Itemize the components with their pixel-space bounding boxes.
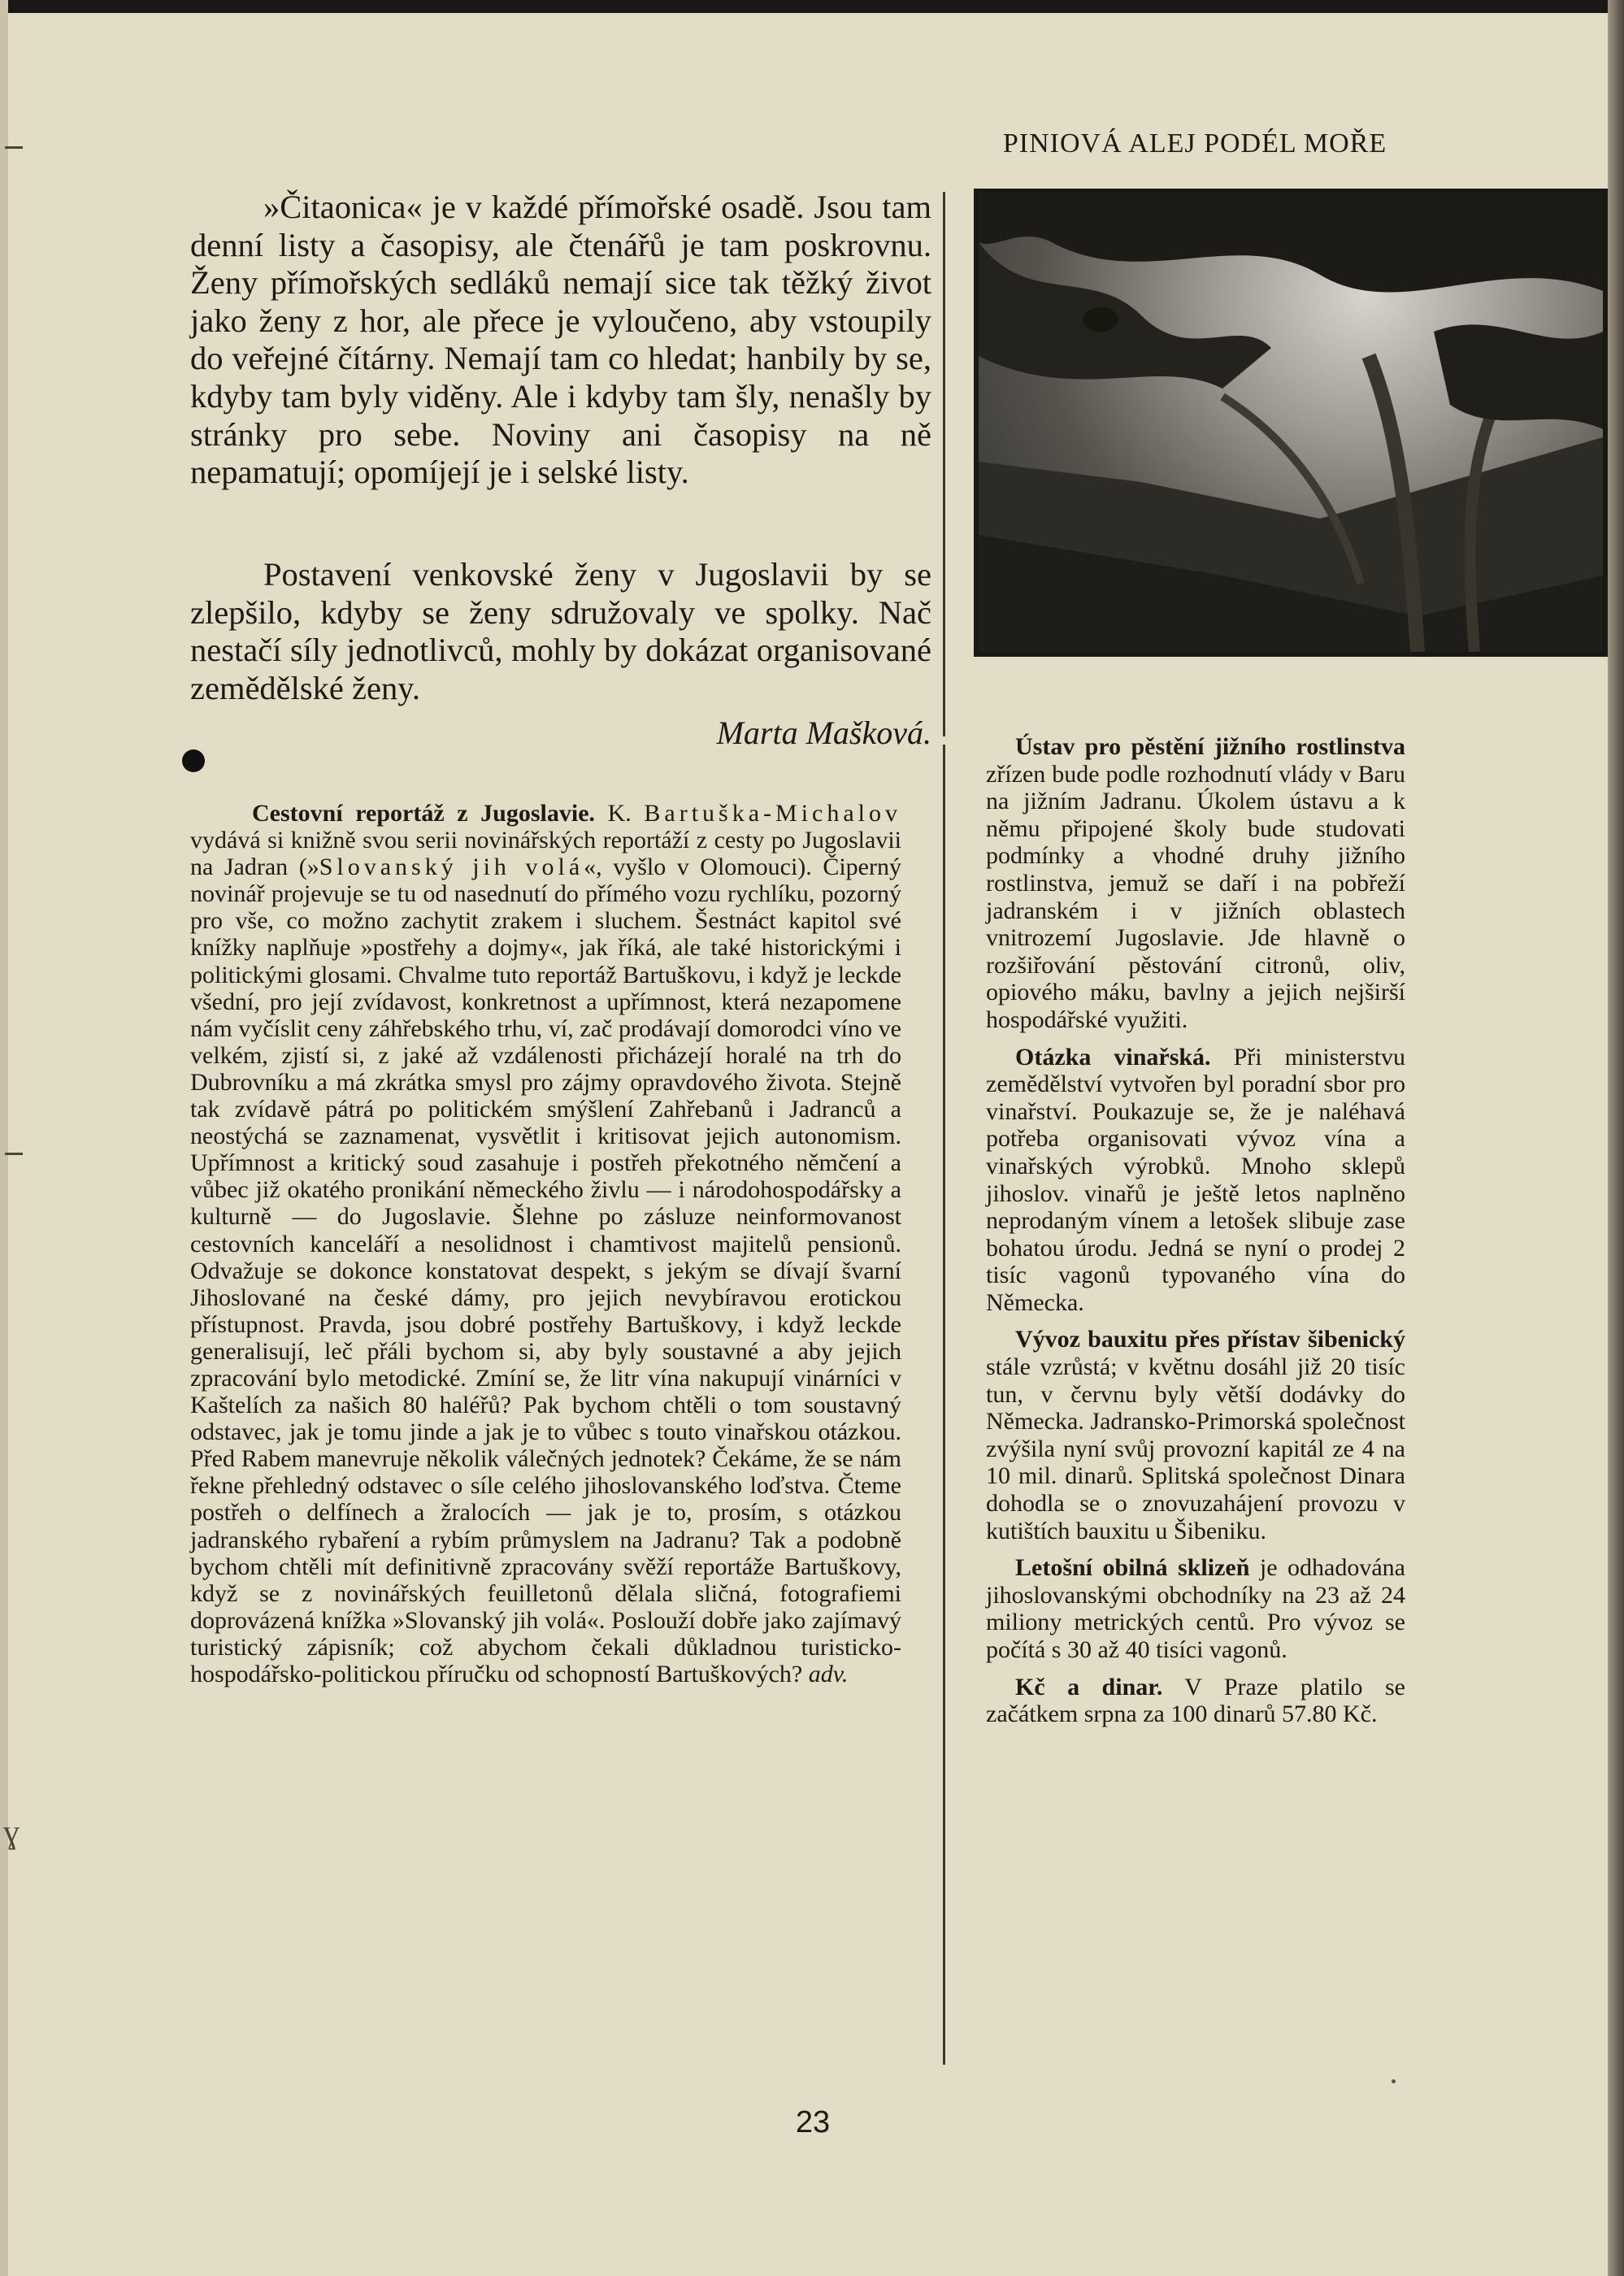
review-book-title: Slovanský jih volá: [319, 854, 584, 881]
column-divider: [943, 745, 945, 2065]
scan-left-edge: [0, 0, 8, 2276]
article-paragraph: Postavení venkovské ženy v Jugoslavii by se zlepšilo, kdyby se ženy sdružovaly ve spolky. Nač nestačí síly jednotlivců, mohly by dokázat organisované zemědělské ženy.: [190, 556, 931, 706]
margin-glyph: ɣ: [3, 1813, 20, 1850]
news-item: [986, 1044, 1405, 1317]
pine-cone: [1083, 307, 1118, 332]
news-item: [986, 1674, 1405, 1728]
pine-canopy: [979, 193, 1603, 293]
pine-alley-photo: [974, 189, 1608, 657]
scan-top-border: [0, 0, 1624, 13]
news-item-text: je odhadována jihoslovanskými obchodníky na 23 až 24 miliony metrických centů. Pro vývoz se počítá s 30 až 40 tisíci vagonů.: [986, 1554, 1405, 1663]
pine-trees-image: [979, 193, 1603, 652]
news-item-lead: Otázka vinařská.: [1015, 1043, 1211, 1071]
article-paragraph: »Čitaonica« je v každé přímořské osadě. Jsou tam denní listy a časopisy, ale čtenářů je tam poskrovnu. Ženy přímořských sedláků nemají sice tak těžký život jako ženy z hor, ale přece je vyloučeno, aby vstoupily do veřejné čítárny. Nemají tam co hledat; hanbily by se, kdyby tam byly viděny. Ale i kdyby tam šly, nenašly by stránky pro sebe. Noviny ani časopisy na ně nepamatují; opomíjejí je i selské listy.: [190, 189, 931, 491]
pine-canopy: [979, 242, 1271, 389]
news-item-text: Při ministerstvu zemědělství vytvořen byl poradní sbor pro vinařství. Poukazuje se, že je naléhavá potřeba organisovati vývoz vína a vinařských výrobků. Mnoho sklepů jihoslov. vinařů je ještě letos naplněno neprodaným vínem a letošek slibuje zase bohatou úrodu. Jedná se nyní o prodej 2 tisíc vagonů typovaného vína do Německa.: [986, 1043, 1405, 1316]
news-item: [986, 1326, 1405, 1544]
margin-tick: [5, 146, 23, 149]
news-item-text: zřízen bude podle rozhodnutí vlády v Baru na jižním Jadranu. Úkolem ústavu a k němu připojené školy bude studovati podmínky a vhodné druhy jižního rostlinstva, jemuž se daří i na pobřeží jadranském i v jižních oblastech vnitrozemí Jugoslavie. Jde hlavně o rozšiřování pěstování citronů, oliv, opiového máku, bavlny a jejich nejširší hospodářské využiti.: [986, 760, 1405, 1033]
news-item: [986, 733, 1405, 1034]
review-author-name: Bartuška-Michalov: [644, 800, 902, 827]
review-author-prefix: K.: [607, 800, 632, 827]
news-item-text: V Praze platilo se začátkem srpna za 100 dinarů 57.80 Kč.: [986, 1673, 1405, 1728]
running-head: PINIOVÁ ALEJ PODÉL MOŘE: [1002, 128, 1387, 159]
article-author: Marta Mašková.: [716, 715, 931, 751]
margin-tick: [5, 1153, 23, 1155]
news-item: [986, 1554, 1405, 1663]
news-column: [986, 733, 1405, 1738]
page-number: 23: [795, 2105, 831, 2139]
review-text: «, vyšlo v Olomouci). Čiperný novinář projevuje se tu od nasednutí do přímého vozu rychlíku, pozorný pro vše, co možno zachytit zrakem i sluchem. Šestnáct kapitol své knížky naplňuje »postřehy a dojmy«, jak říká, ale také historickými i politickými glosami. Chvalme tuto reportáž Bartuškovu, i když je leckde všední, pro její zvídavost, konkretnost a upřímnost, která nezapomene nám vyčíslit ceny záhřebského trhu, ví, zač prodávají domorodci víno ve velkém, zjistí si, z jaké až vzdálenosti přicházejí horalé na trh do Dubrovníku a má zkrátka smysl pro zájmy opravdového života. Stejně tak zvídavě pátrá po politickém smýšlení Zahřebanů i Jadranců a neostýchá se zaznamenat, vysvětlit i kritisovat jejich autonomism. Upřímnost a kritický soud zasahuje i postřeh překotného němčení a vůbec již okatého pronikání německého živlu — i národohospodářsky a kulturně — do Jugoslavie. Šlehne po zásluze neinformovanost cestovních kanceláří a nesolidnost i chamtivost majitelů pensionů. Odvažuje se dokonce konstatovat despekt, s jekým se dívají švarní Jihoslované na české dámy, pro jejich nevybíravou erotickou přístupnost. Pravda, jsou dobré postřehy Bartuškovy, i když leckde generalisují, leč přáli bychom si, aby byly soustavné a aby jejich zpracování bylo metodické. Zmíní se, že litr vína nakupují vinárníci v Kaštelích za našich 80 haléřů? Pak bychom chtěli o tom soustavný odstavec, jak je tomu jinde a jak je to vůbec s touto vinařskou otázkou. Před Rabem manevruje několik válečných jednotek? Čekáme, že se nám řekne přehledný odstavec o síle celého jihoslovanského loďstva. Čteme postřeh o delfínech a žralocích — jak je to, prosím, s otázkou jadranského rybaření a rybím průmyslem na Jadranu? Tak a podobně bychom chtěli mít definitivně zpracovány svěží reportáže Bartuškovy, když se z novinářských feuilletonů dělala sličná, fotografiemi doprovázená knížka »Slovanský jih volá«. Poslouží dobře jako zajímavý turistický zápisník; což abychom čekali důkladnou turisticko-hospodářsko-politickou příručku od schopností Bartuškových?: [190, 854, 901, 1687]
pine-canopy: [1434, 324, 1603, 429]
review-signature: adv.: [808, 1661, 849, 1687]
news-item-lead: Letošní obilná sklizeň: [1015, 1554, 1250, 1582]
column-divider: [943, 192, 945, 736]
news-item-lead: Ústav pro pěstění jižního rostlinstva: [1015, 733, 1405, 760]
print-speck: [1392, 2079, 1396, 2083]
section-bullet: [182, 749, 205, 772]
news-item-text: stále vzrůstá; v květnu dosáhl již 20 tisíc tun, v červnu byly větší dodávky do Německa. Jadransko-Primorská společnost zvýšila nyní svůj provozní kapitál ze 4 na 10 mil. dinarů. Splitská společnost Dinara dohodla se o znovuzahájení provozu v kutištích bauxitu u Šibeniku.: [986, 1353, 1405, 1544]
news-item-lead: Vývoz bauxitu přes přístav šibenický: [1015, 1326, 1405, 1353]
review-title: Cestovní reportáž z Jugoslavie.: [252, 800, 596, 827]
scan-right-edge: [1608, 0, 1624, 2276]
review-paragraph: [190, 800, 901, 1687]
news-item-lead: Kč a dinar.: [1015, 1673, 1163, 1700]
review-text: vydává si knižně svou serii novinářských reportáží z cesty po Jugoslavii na Jadran (»: [190, 827, 901, 881]
